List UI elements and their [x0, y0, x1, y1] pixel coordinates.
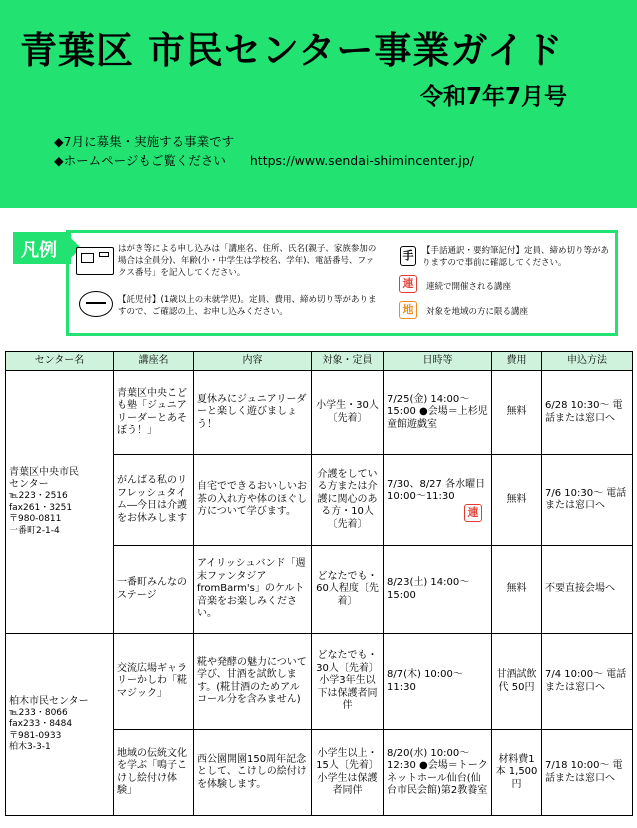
col-content: 内容: [194, 352, 312, 371]
course-apply: 6/28 10:30～ 電話または窓口へ: [542, 371, 633, 455]
col-datetime: 日時等: [384, 352, 492, 371]
table-row: [6, 634, 633, 730]
local-only-badge-icon: 地: [399, 301, 417, 319]
childcare-icon: [79, 291, 113, 317]
center-cell-kashiwagi: [6, 634, 114, 816]
col-fee: 費用: [492, 352, 542, 371]
course-name: 青葉区中央こども塾「ジュニアリーダーとあそぼう！」: [114, 371, 194, 455]
center-tel: ℡233・8066: [9, 707, 68, 718]
course-apply: 7/18 10:00～ 電話または窓口へ: [542, 730, 633, 816]
course-fee: 甘酒試飲代 50円: [492, 634, 542, 730]
center-name-2: センター: [9, 479, 49, 490]
center-fax: fax233・8484: [9, 719, 73, 729]
table-header-row: [6, 352, 633, 371]
header-banner: [0, 0, 637, 208]
page-title: 青葉区 市民センター事業ガイド: [20, 29, 564, 72]
center-fax: fax261・3251: [9, 502, 73, 513]
col-target: 対象・定員: [312, 352, 384, 371]
center-name: 青葉区中央市民: [9, 467, 79, 478]
course-target: 小学生以上・15人〔先着〕 小学生は保護者同伴: [312, 730, 384, 816]
course-name: がんばる私のリフレッシュタイム―今日は介護をお休みします: [114, 455, 194, 546]
course-datetime: 7/25(金) 14:00～15:00 ●会場＝上杉児童館遊戯室: [384, 371, 492, 455]
note-recruit: ◆7月に募集・実施する事業です: [54, 134, 235, 149]
course-fee: 無料: [492, 371, 542, 455]
col-apply: 申込方法: [542, 352, 633, 371]
header-notes: [54, 132, 474, 170]
legend-tag: [13, 232, 71, 264]
course-target: どなたでも・30人〔先着〕 小学3年生以下は保護者同伴: [312, 634, 384, 730]
postcard-icon: [76, 247, 114, 275]
course-fee: 無料: [492, 546, 542, 634]
legend-tag-label: 凡例: [21, 240, 57, 261]
course-datetime: 7/30、8/27 各水曜日 10:00～11:30: [387, 478, 486, 502]
col-course: 講座名: [114, 352, 194, 371]
center-zip: 〒980-0811: [9, 514, 62, 524]
course-fee: 材料費1本 1,500円: [492, 730, 542, 816]
course-apply: 7/6 10:30～ 電話または窓口へ: [542, 455, 633, 546]
course-name: 交流広場ギャラリーかしわ「糀マジック」: [114, 634, 194, 730]
course-datetime-cell: [384, 455, 492, 546]
center-tel: ℡223・2516: [9, 491, 68, 501]
course-datetime: 8/23(土) 14:00～15:00: [384, 546, 492, 634]
legend-postcard-text: はがき等による申し込みは「講座名、住所、氏名(親子、家族参加の場合は全員分)、年齢(小・中学生は学校名、学年)、電話番号、ファクス番号」を記入してください。: [118, 244, 377, 278]
issue-date: 令和7年7月号: [420, 84, 568, 110]
course-content: 西公園開園150周年記念として、こけしの絵付けを体験します。: [194, 730, 312, 816]
center-address: 柏木3-3-1: [9, 742, 51, 752]
course-target: どなたでも・60人程度〔先着〕: [312, 546, 384, 634]
course-content: 糀や発酵の魅力について学び、甘酒を試飲します。(糀甘酒のためアルコール分を含みません): [194, 634, 312, 730]
legend-childcare-text: 【託児付】(1歳以上の未就学児)。定員、費用、締め切り等がありますので、ご確認の上、お申し込みください。: [118, 295, 377, 317]
course-target: 小学生・30人〔先着〕: [312, 371, 384, 455]
course-name: 地域の伝統文化を学ぶ「鳴子こけし絵付け体験」: [114, 730, 194, 816]
continuous-badge-icon: 連: [464, 504, 482, 522]
course-datetime: 8/7(木) 10:00～11:30: [384, 634, 492, 730]
legend-continuous-text: 連続で開催される講座: [426, 282, 512, 292]
table-row: [6, 371, 633, 455]
course-fee: 無料: [492, 455, 542, 546]
continuous-badge-icon: 連: [399, 275, 417, 293]
homepage-link[interactable]: https://www.sendai-shimincenter.jp/: [249, 153, 475, 168]
course-content: 夏休みにジュニアリーダーと楽しく遊びましょう！: [194, 371, 312, 455]
sign-language-icon: 手: [400, 246, 416, 266]
center-address: 一番町2-1-4: [9, 525, 60, 536]
center-zip: 〒981-0933: [9, 730, 62, 741]
note-homepage: [54, 151, 474, 170]
col-center: センター名: [6, 352, 114, 371]
legend-local-text: 対象を地域の方に限る講座: [426, 307, 529, 317]
course-content: アイリッシュバンド「週末ファンタジア fromBarm's」のケルト音楽をお楽しみください。: [194, 546, 312, 634]
legend-sign-text: 【手話通訳・要約筆記付】定員、締め切り等がありますので事前に確認してください。: [422, 246, 610, 268]
center-name: 柏木市民センター: [9, 695, 89, 707]
note-homepage-text: ◆ホームページもご覧ください: [54, 153, 226, 168]
course-datetime: 8/20(水) 10:00～12:30 ●会場＝トークネットホール仙台(仙台市民会館)第2教養室: [384, 730, 492, 816]
center-cell-aoba: [6, 371, 114, 634]
course-target: 介護をしている方または介護に関心のある方・10人〔先着〕: [312, 455, 384, 546]
course-apply: 不要直接会場へ: [542, 546, 633, 634]
course-name: 一番町みんなのステージ: [114, 546, 194, 634]
course-apply: 7/4 10:00～ 電話または窓口へ: [542, 634, 633, 730]
event-table: [5, 351, 633, 816]
course-content: 自宅でできるおいしいお茶の入れ方や体のほぐし方について学びます。: [194, 455, 312, 546]
